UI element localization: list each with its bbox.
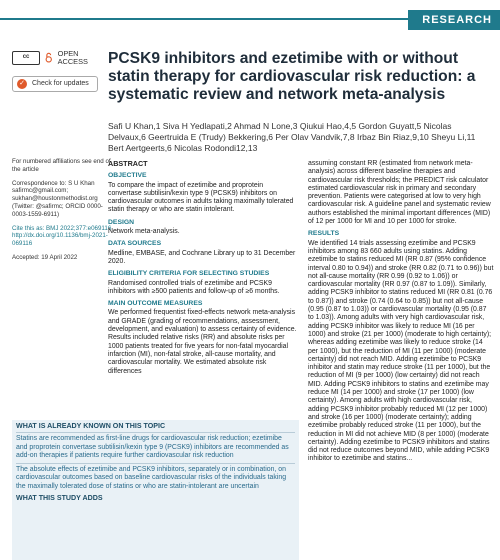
callout-heading-adds: WHAT THIS STUDY ADDS: [16, 494, 103, 503]
results-text: We identified 14 trials assessing ezetimibe and PCSK9 inhibitors among 83 660 adults using statins. Adding ezetimibe to statins reduced MI (RR 0.87 (95% confidence interval 0.80 to 0.94)) and stroke (RR 0.82 (0.71 to 0.96)) but not all-cause mortality (RR 0.99 (0.92 to 1.06)) or cardiovascular mortality (RR 0.97 (0.87 to 1.09)). Similarly, adding PCSK9 inhibitor to statins reduced MI (RR 0.81 (0.76 to 0.87)) and stroke (0.74 (0.64 to 0.85)) but not all-cause (0.95 (0.87 to 1.03)) or cardiovascular mortality (0.95 (0.87 to 1.03)). Among adults with very high cardiovascular risk, adding PCSK9 inhibitor was likely to reduce MI (16 per 1000) and stroke (21 per 1000) (moderate to high certainty); whereas adding ezetimibe was likely to reduce stroke (14 per 1000), but the reduction of MI (11 per 1000) (moderate certainty) did not reach MID. Adding ezetimibe to PCSK9 inhibitor and statin may reduce stroke (11 per 1000), but the reduction of MI (9 per 1000) (low certainty) did not reach MID. Adding PCSK9 inhibitors to statins and ezetimibe may reduce MI (14 per 1000) and stroke (17 per 1000) (low certainty). Among adults with high cardiovascular risk, adding PCSK9 inhibitor probably reduced MI (12 per 1000) and stroke (16 per 1000) (moderate certainty); adding ezetimibe probably reduced stroke (11 per 1000), but the reduction in MI did not achieve MID (8 per 1000) (moderate certainty). Adding ezetimibe to PCSK9 inhibitors and statins did not reduce outcomes beyond MID, while adding PCSK9 inhibitor to ezetimibe and statins...: [308, 239, 494, 463]
abstract-heading: ABSTRACT: [108, 159, 148, 168]
objective-label: OBJECTIVE: [108, 172, 147, 180]
results-label: RESULTS: [308, 230, 340, 238]
outcome-text: We performed frequentist fixed-effects network meta-analysis and GRADE (grading of recommendations, assessment, development, and evaluation) to assess certainty of evidence. Results included relative risks (RR) and absolute risks per 1000 patients treated for five years for non-fatal myocardial infarction (MI), non-fatal stroke, all-cause mortality, and cardiovascular mortality. We estimated absolute risk differences: [108, 309, 297, 375]
correspondence[interactable]: Correspondence to: S U Khan safirmc@gmail.com; sukhan@houstonmethodist.org (Twitter: @safirmc; ORCID 0000-0003-1559-6911): [12, 179, 103, 218]
article-title: PCSK9 inhibitors and ezetimibe with or without statin therapy for cardiovascular risk reduction: a systematic review and network meta-analysis: [108, 50, 476, 103]
update-check-icon: ✓: [17, 79, 27, 89]
abstract: [108, 160, 298, 376]
affiliations-note: For numbered affiliations see end of the article: [12, 158, 111, 173]
check-for-updates-label: Check for updates: [32, 79, 89, 87]
check-for-updates-button[interactable]: [12, 76, 98, 92]
open-access-lock-icon: [45, 52, 52, 63]
section-label: RESEARCH: [408, 10, 500, 30]
open-access-row: [12, 50, 107, 66]
article-meta: [12, 158, 112, 268]
author-list: Safi U Khan,1 Siva H Yedlapati,2 Ahmad N Lone,3 Qiukui Hao,4,5 Gordon Guyatt,5 Nicolas Delvaux,6 Geertruida E (Trudy) Bekkering,6 Per Olav Vandvik,7,8 Irbaz Bin Riaz,9,10 Sheyu Li,11 Bert Aertgeerts,6 Nicolas Rodondi12,13: [108, 121, 476, 153]
design-label: DESIGN: [108, 218, 135, 226]
left-sidebar: [12, 49, 112, 261]
data-sources-text: Medline, EMBASE, and Cochrane Library up to 31 December 2020.: [108, 249, 296, 265]
callout-heading: WHAT IS ALREADY KNOWN ON THIS TOPIC: [16, 422, 166, 430]
eligibility-text: Randomised controlled trials of ezetimibe and PCSK9 inhibitors with ≥500 patients and follow-up of ≥6 months.: [108, 279, 280, 295]
data-sources-label: DATA SOURCES: [108, 240, 162, 248]
continuation-text: assuming constant RR (estimated from network meta-analysis) across different baseline therapies and cardiovascular risk thresholds; the PREDICT risk calculator estimated cardiovascular risk in primary and secondary prevention. Patients were categorised at low to very high cardiovascular risk. A guideline panel and systematic review authors established the minimal important differences (MID) of 12 per 1000 for MI and 10 per 1000 for stroke.: [308, 160, 491, 226]
right-column: [308, 160, 494, 468]
callout-item: The absolute effects of ezetimibe and PCSK9 inhibitors, separately or in combination, on cardiovascular outcomes based on baseline cardiovascular risks of the individuals taking the maximally tolerated dose of statins or who are statin-intolerant are uncertain: [16, 463, 295, 491]
accepted-date: Accepted: 19 April 2022: [12, 253, 78, 261]
callout-item: Statins are recommended as first-line drugs for cardiovascular risk reduction; ezetimibe and proprotein convertase subtilisin/kexin type 9 (PCSK9) inhibitors are recommended as add-on therapies if patients require further cardiovascular risk reduction: [16, 432, 295, 460]
design-text: Network meta-analysis.: [108, 228, 180, 236]
cc-license-icon: cc: [12, 51, 40, 65]
known-topic-callout: [12, 420, 299, 560]
top-banner: [0, 0, 500, 30]
eligibility-label: ELIGIBILITY CRITERIA FOR SELECTING STUDIES: [108, 270, 270, 278]
open-access-label: OPEN ACCESS: [57, 49, 88, 66]
objective-text: To compare the impact of ezetimibe and proprotein convertase subtilisin/kexin type 9 (PCSK9) inhibitors on cardiovascular outcomes in adults taking maximally tolerated statin therapy or who are statin intolerant.: [108, 181, 294, 214]
outcome-label: MAIN OUTCOME MEASURES: [108, 300, 203, 308]
citation[interactable]: Cite this as: BMJ 2022;377:e069116 http://dx.doi.org/10.1136/bmj-2021-069116: [12, 224, 112, 248]
